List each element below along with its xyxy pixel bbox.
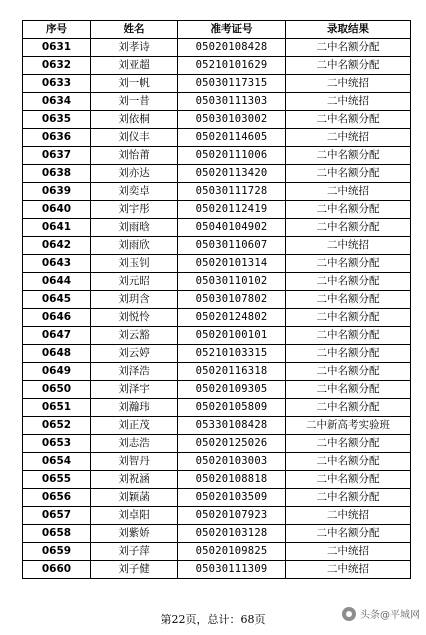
name-cell: 刘依桐: [91, 111, 178, 129]
exam-number-cell: 05030107802: [178, 291, 286, 309]
serial-cell: 0637: [23, 147, 91, 165]
name-cell: 刘智丹: [91, 453, 178, 471]
table-row: [23, 291, 411, 309]
serial-cell: 0635: [23, 111, 91, 129]
serial-cell: 0642: [23, 237, 91, 255]
exam-number-cell: 05020100101: [178, 327, 286, 345]
admission-table: [22, 20, 411, 579]
result-cell: 二中统招: [286, 93, 411, 111]
name-cell: 刘亚超: [91, 57, 178, 75]
name-cell: 刘云婷: [91, 345, 178, 363]
table-row: [23, 165, 411, 183]
result-cell: 二中名额分配: [286, 201, 411, 219]
exam-number-cell: 05020114605: [178, 129, 286, 147]
result-cell: 二中名额分配: [286, 273, 411, 291]
exam-number-cell: 05210103315: [178, 345, 286, 363]
header-name: 姓名: [91, 21, 178, 39]
serial-cell: 0648: [23, 345, 91, 363]
table-row: [23, 543, 411, 561]
exam-number-cell: 05020107923: [178, 507, 286, 525]
serial-cell: 0638: [23, 165, 91, 183]
name-cell: 刘泽宇: [91, 381, 178, 399]
serial-cell: 0659: [23, 543, 91, 561]
header-result: 录取结果: [286, 21, 411, 39]
exam-number-cell: 05020109825: [178, 543, 286, 561]
exam-number-cell: 05030110607: [178, 237, 286, 255]
serial-cell: 0658: [23, 525, 91, 543]
result-cell: 二中名额分配: [286, 345, 411, 363]
serial-cell: 0645: [23, 291, 91, 309]
serial-cell: 0636: [23, 129, 91, 147]
name-cell: 刘云豁: [91, 327, 178, 345]
name-cell: 刘紫娇: [91, 525, 178, 543]
exam-number-cell: 05330108428: [178, 417, 286, 435]
exam-number-cell: 05040104902: [178, 219, 286, 237]
table-row: [23, 435, 411, 453]
exam-number-cell: 05020108818: [178, 471, 286, 489]
serial-cell: 0633: [23, 75, 91, 93]
name-cell: 刘卓阳: [91, 507, 178, 525]
name-cell: 刘泽浩: [91, 363, 178, 381]
result-cell: 二中名额分配: [286, 525, 411, 543]
table-row: [23, 327, 411, 345]
name-cell: 刘孝诗: [91, 39, 178, 57]
name-cell: 刘元昭: [91, 273, 178, 291]
serial-cell: 0641: [23, 219, 91, 237]
name-cell: 刘奕卓: [91, 183, 178, 201]
exam-number-cell: 05020103128: [178, 525, 286, 543]
account-logo-icon: [342, 607, 356, 621]
name-cell: 刘亦达: [91, 165, 178, 183]
result-cell: 二中统招: [286, 237, 411, 255]
table-row: [23, 417, 411, 435]
serial-cell: 0651: [23, 399, 91, 417]
watermark-text: 头条@平城网: [360, 610, 420, 621]
name-cell: 刘子健: [91, 561, 178, 579]
result-cell: 二中名额分配: [286, 111, 411, 129]
exam-number-cell: 05020109305: [178, 381, 286, 399]
result-cell: 二中名额分配: [286, 39, 411, 57]
table-row: [23, 111, 411, 129]
name-cell: 刘子萍: [91, 543, 178, 561]
table-row: [23, 345, 411, 363]
serial-cell: 0639: [23, 183, 91, 201]
exam-number-cell: 05030103002: [178, 111, 286, 129]
serial-cell: 0644: [23, 273, 91, 291]
exam-number-cell: 05020103003: [178, 453, 286, 471]
page-footer: 第22页，总计：68页: [160, 613, 266, 626]
serial-cell: 0631: [23, 39, 91, 57]
table-row: [23, 507, 411, 525]
result-cell: 二中名额分配: [286, 255, 411, 273]
name-cell: 刘正茂: [91, 417, 178, 435]
serial-cell: 0650: [23, 381, 91, 399]
serial-cell: 0646: [23, 309, 91, 327]
result-cell: 二中名额分配: [286, 435, 411, 453]
table-row: [23, 219, 411, 237]
exam-number-cell: 05020125026: [178, 435, 286, 453]
serial-cell: 0654: [23, 453, 91, 471]
result-cell: 二中名额分配: [286, 453, 411, 471]
exam-number-cell: 05210101629: [178, 57, 286, 75]
result-cell: 二中统招: [286, 543, 411, 561]
result-cell: 二中名额分配: [286, 309, 411, 327]
result-cell: 二中名额分配: [286, 471, 411, 489]
table-row: [23, 75, 411, 93]
name-cell: 刘玉钊: [91, 255, 178, 273]
result-cell: 二中名额分配: [286, 327, 411, 345]
serial-cell: 0640: [23, 201, 91, 219]
table-row: [23, 237, 411, 255]
serial-cell: 0657: [23, 507, 91, 525]
result-cell: 二中名额分配: [286, 147, 411, 165]
name-cell: 刘怡莆: [91, 147, 178, 165]
table-row: [23, 453, 411, 471]
serial-cell: 0643: [23, 255, 91, 273]
name-cell: 刘一帆: [91, 75, 178, 93]
result-cell: 二中名额分配: [286, 363, 411, 381]
header-exam-number: 准考证号: [178, 21, 286, 39]
result-cell: 二中名额分配: [286, 399, 411, 417]
result-cell: 二中名额分配: [286, 165, 411, 183]
serial-cell: 0653: [23, 435, 91, 453]
serial-cell: 0632: [23, 57, 91, 75]
exam-number-cell: 05030110102: [178, 273, 286, 291]
exam-number-cell: 05020105809: [178, 399, 286, 417]
name-cell: 刘悦怜: [91, 309, 178, 327]
result-cell: 二中统招: [286, 75, 411, 93]
result-cell: 二中统招: [286, 183, 411, 201]
exam-number-cell: 05020124802: [178, 309, 286, 327]
name-cell: 刘仪丰: [91, 129, 178, 147]
result-cell: 二中统招: [286, 507, 411, 525]
table-row: [23, 183, 411, 201]
watermark: [342, 606, 420, 621]
name-cell: 刘祝涵: [91, 471, 178, 489]
exam-number-cell: 05020108428: [178, 39, 286, 57]
result-cell: 二中名额分配: [286, 489, 411, 507]
table-row: [23, 561, 411, 579]
exam-number-cell: 05020101314: [178, 255, 286, 273]
exam-number-cell: 05020113420: [178, 165, 286, 183]
table-row: [23, 57, 411, 75]
name-cell: 刘一昔: [91, 93, 178, 111]
table-row: [23, 363, 411, 381]
table-row: [23, 201, 411, 219]
table-header-row: [23, 21, 411, 39]
table-row: [23, 255, 411, 273]
table-body: [23, 39, 411, 579]
result-cell: 二中新高考实验班: [286, 417, 411, 435]
table-row: [23, 309, 411, 327]
name-cell: 刘颖菡: [91, 489, 178, 507]
table-row: [23, 399, 411, 417]
table-row: [23, 525, 411, 543]
name-cell: 刘雨欣: [91, 237, 178, 255]
result-cell: 二中名额分配: [286, 381, 411, 399]
result-cell: 二中名额分配: [286, 291, 411, 309]
exam-number-cell: 05020111006: [178, 147, 286, 165]
exam-number-cell: 05020116318: [178, 363, 286, 381]
exam-number-cell: 05020103509: [178, 489, 286, 507]
name-cell: 刘宇彤: [91, 201, 178, 219]
table-row: [23, 273, 411, 291]
name-cell: 刘瀚玮: [91, 399, 178, 417]
table-row: [23, 93, 411, 111]
name-cell: 刘志浩: [91, 435, 178, 453]
serial-cell: 0660: [23, 561, 91, 579]
table-row: [23, 471, 411, 489]
name-cell: 刘玥含: [91, 291, 178, 309]
result-cell: 二中名额分配: [286, 219, 411, 237]
serial-cell: 0656: [23, 489, 91, 507]
result-cell: 二中统招: [286, 561, 411, 579]
exam-number-cell: 05030111309: [178, 561, 286, 579]
exam-number-cell: 05020112419: [178, 201, 286, 219]
serial-cell: 0647: [23, 327, 91, 345]
table-row: [23, 489, 411, 507]
exam-number-cell: 05030117315: [178, 75, 286, 93]
serial-cell: 0649: [23, 363, 91, 381]
result-cell: 二中统招: [286, 129, 411, 147]
header-serial: 序号: [23, 21, 91, 39]
table-row: [23, 147, 411, 165]
exam-number-cell: 05030111303: [178, 93, 286, 111]
name-cell: 刘雨晗: [91, 219, 178, 237]
admission-list: [22, 20, 410, 579]
serial-cell: 0655: [23, 471, 91, 489]
serial-cell: 0652: [23, 417, 91, 435]
table-row: [23, 39, 411, 57]
serial-cell: 0634: [23, 93, 91, 111]
exam-number-cell: 05030111728: [178, 183, 286, 201]
result-cell: 二中名额分配: [286, 57, 411, 75]
table-row: [23, 381, 411, 399]
table-row: [23, 129, 411, 147]
